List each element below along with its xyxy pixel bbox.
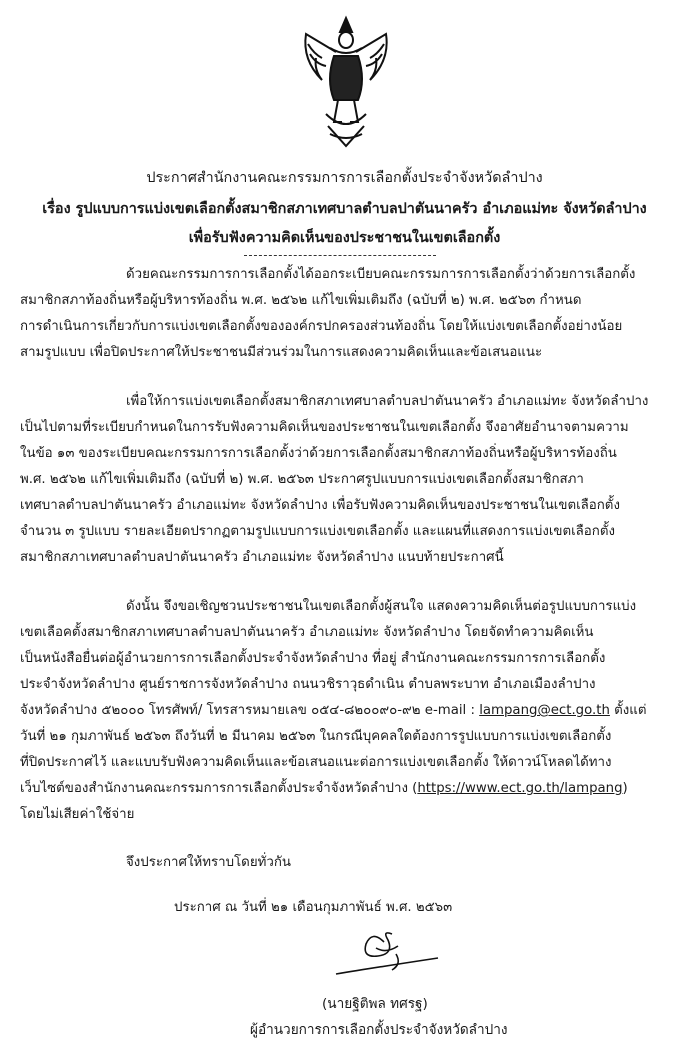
paragraph-line: ดังนั้น จึงขอเชิญชวนประชาชนในเขตเลือกตั้งผู้สนใจ แสดงความคิดเห็นต่อรูปแบบการแบ่ง: [126, 599, 637, 614]
date-line: ประกาศ ณ วันที่ ๒๑ เดือนกุมภาพันธ์ พ.ศ. ๒๕๖๓: [174, 900, 453, 915]
paragraph-line: ประจำจังหวัดลำปาง ศูนย์ราชการจังหวัดลำปาง ถนนวชิราวุธดำเนิน ตำบลพระบาท อำเภอเมืองลำปาง: [20, 677, 596, 692]
announce-line: จึงประกาศให้ทราบโดยทั่วกัน: [126, 855, 291, 870]
subject-line-2: เพื่อรับฟังความคิดเห็นของประชาชนในเขตเลือกตั้ง: [188, 230, 501, 246]
paragraph-line: การดำเนินการเกี่ยวกับการแบ่งเขตเลือกตั้งขององค์กรปกครองส่วนท้องถิ่น โดยให้แบ่งเขตเลือกตั้งอย่างน้อย: [20, 319, 623, 334]
paragraph-line: สามรูปแบบ เพื่อปิดประกาศให้ประชาชนมีส่วนร่วมในการแสดงความคิดเห็นและข้อเสนอแนะ: [20, 345, 543, 360]
paragraph-line: สมาชิกสภาเทศบาลตำบลปาตันนาครัว อำเภอแม่ทะ จังหวัดลำปาง แนบท้ายประกาศนี้: [20, 550, 504, 565]
paragraph-line: พ.ศ. ๒๕๖๒ แก้ไขเพิ่มเติมถึง (ฉบับที่ ๒) พ.ศ. ๒๕๖๓ ประกาศรูปแบบการแบ่งเขตเลือกตั้งสมาชิกสภา: [20, 472, 584, 487]
contact-text-after: ตั้งแต่: [614, 703, 647, 718]
paragraph-line: ด้วยคณะกรรมการการเลือกตั้งได้ออกระเบียบคณะกรรมการการเลือกตั้งว่าด้วยการเลือกตั้ง: [126, 267, 636, 282]
paragraph-line: เป็นหนังสือยื่นต่อผู้อำนวยการการเลือกตั้งประจำจังหวัดลำปาง ที่อยู่ สำนักงานคณะกรรมการการเลือกตั้ง: [20, 651, 606, 666]
email-link[interactable]: lampang@ect.go.th: [479, 703, 610, 718]
signatory-name: (นายฐิติพล ทศรฐ): [322, 996, 428, 1012]
signatory-position: ผู้อำนวยการการเลือกตั้งประจำจังหวัดลำปาง: [250, 1022, 508, 1038]
paragraph-line: เทศบาลตำบลปาตันนาครัว อำเภอแม่ทะ จังหวัดลำปาง เพื่อรับฟังความคิดเห็นของประชาชนในเขตเลือกตั้ง: [20, 498, 620, 513]
paragraph-line: สมาชิกสภาท้องถิ่นหรือผู้บริหารท้องถิ่น พ.ศ. ๒๕๖๒ แก้ไขเพิ่มเติมถึง (ฉบับที่ ๒) พ.ศ. ๒๕๖๓ กำหนด: [20, 293, 582, 308]
website-text-after: ): [622, 781, 628, 796]
paragraph-line: วันที่ ๒๑ กุมภาพันธ์ ๒๕๖๓ ถึงวันที่ ๒ มีนาคม ๒๕๖๓ ในกรณีบุคคลใดต้องการรูปแบบการแบ่งเขตเลือกตั้ง: [20, 729, 612, 744]
paragraph-line: จำนวน ๓ รูปแบบ รายละเอียดปรากฏตามรูปแบบการแบ่งเขตเลือกตั้ง และแผนที่แสดงการแบ่งเขตเลือกตั้ง: [20, 524, 615, 539]
paragraph-line: เป็นไปตามที่ระเบียบกำหนดในการรับฟังความคิดเห็นของประชาชนในเขตเลือกตั้ง จึงอาศัยอำนาจตามความ: [20, 420, 629, 435]
paragraph-line: [20, 702, 646, 720]
paragraph-line: ในข้อ ๑๓ ของระเบียบคณะกรรมการการเลือกตั้งว่าด้วยการเลือกตั้งสมาชิกสภาท้องถิ่นหรือผู้บริหารท้องถิ่น: [20, 446, 617, 461]
garuda-emblem-icon: [300, 14, 392, 152]
website-link[interactable]: https://www.ect.go.th/lampang: [417, 781, 623, 796]
signature-icon: [332, 924, 442, 988]
paragraph-line: เพื่อให้การแบ่งเขตเลือกตั้งสมาชิกสภาเทศบาลตำบลปาตันนาครัว อำเภอแม่ทะ จังหวัดลำปาง: [126, 394, 649, 409]
subject-line: เรื่อง รูปแบบการแบ่งเขตเลือกตั้งสมาชิกสภาเทศบาลตำบลปาตันนาครัว อำเภอแม่ทะ จังหวัดลำปาง: [42, 201, 647, 217]
paragraph-line: โดยไม่เสียค่าใช้จ่าย: [20, 807, 135, 822]
paragraph-line: [20, 780, 628, 798]
contact-text: จังหวัดลำปาง ๕๒๐๐๐ โทรศัพท์/ โทรสารหมายเลข ๐๕๔-๘๒๐๐๙๐-๙๒ e-mail :: [20, 703, 475, 718]
announcement-title: ประกาศสำนักงานคณะกรรมการการเลือกตั้งประจำจังหวัดลำปาง: [146, 170, 543, 186]
paragraph-line: เขตเลือคตั้งสมาชิกสภาเทศบาลตำบลปาตันนาครัว อำเภอแม่ทะ จังหวัดลำปาง โดยจัดทำความคิดเห็น: [20, 625, 594, 640]
divider: [244, 255, 436, 256]
paragraph-line: ที่ปิดประกาศไว้ และแบบรับฟังความคิดเห็นและข้อเสนอแนะต่อการแบ่งเขตเลือกตั้ง ให้ดาวน์โหลดได้ทาง: [20, 755, 612, 770]
website-text: เว็บไซต์ของสำนักงานคณะกรรมการการเลือกตั้งประจำจังหวัดลำปาง (: [20, 781, 418, 796]
